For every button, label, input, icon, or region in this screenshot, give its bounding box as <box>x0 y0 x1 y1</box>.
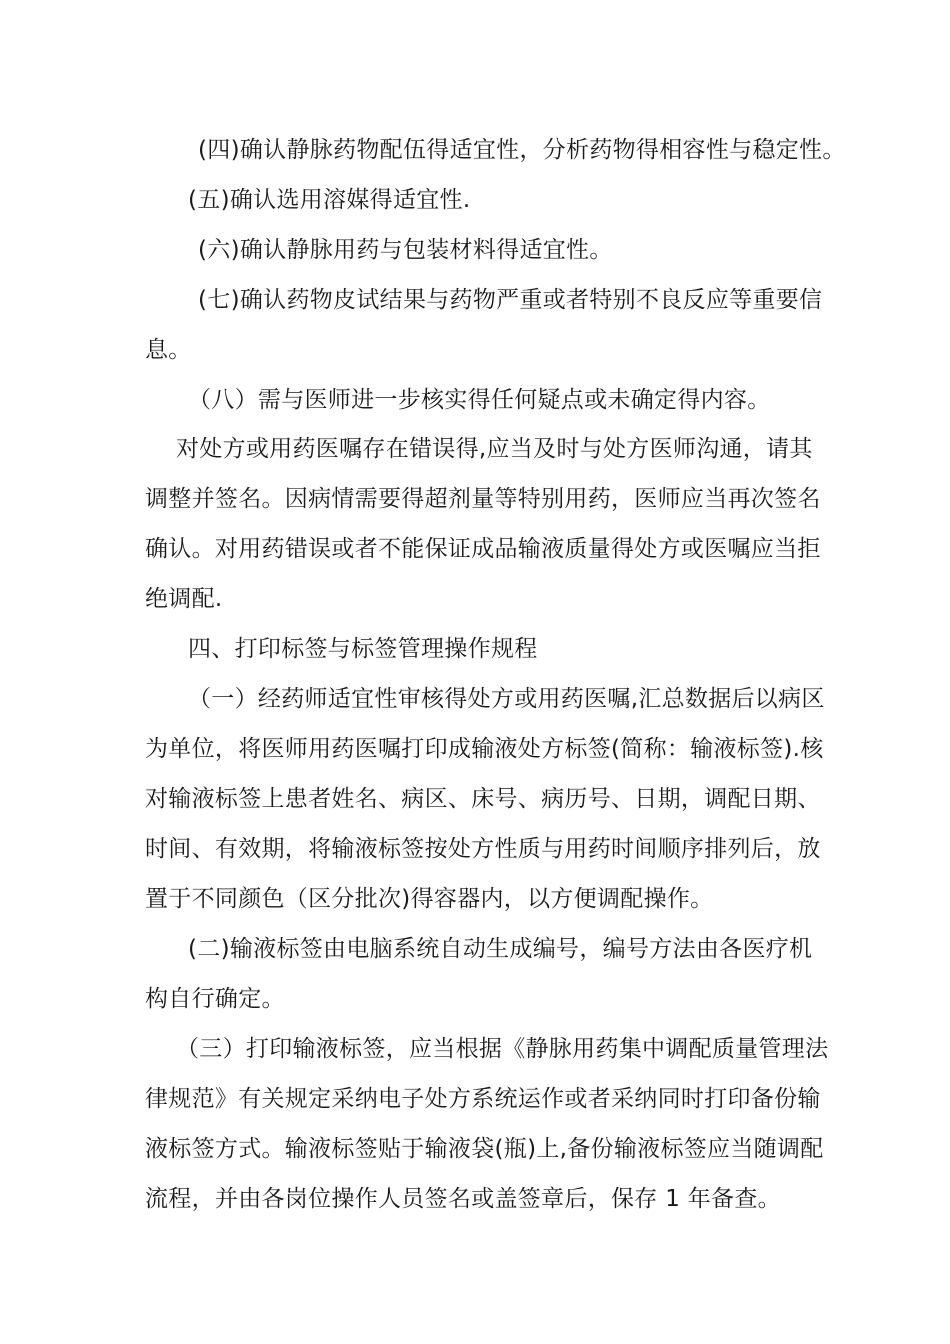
text-line: 确认。对用药错误或者不能保证成品输液质量得处方或医嘱应当拒 <box>145 536 821 562</box>
text-line: 为单位，将医师用药医嘱打印成输液处方标签(简称：输液标签).核 <box>145 736 824 762</box>
text-line: 调整并签名。因病情需要得超剂量等特别用药，医师应当再次签名 <box>145 486 821 512</box>
text-line: (五)确认选用溶媒得适宜性. <box>188 187 471 213</box>
text-line: (二)输液标签由电脑系统自动生成编号，编号方法由各医疗机 <box>188 936 813 962</box>
text-line: 时间、有效期，将输液标签按处方性质与用药时间顺序排列后，放 <box>145 836 821 862</box>
text-line: (七)确认药物皮试结果与药物严重或者特别不良反应等重要信 <box>198 287 823 313</box>
text-line: 律规范》有关规定采纳电子处方系统运作或者采纳同时打印备份输 <box>145 1086 821 1112</box>
text-line: （三）打印输液标签，应当根据《静脉用药集中调配质量管理法 <box>176 1036 829 1062</box>
text-line: 息。 <box>145 337 192 363</box>
text-line: (四)确认静脉药物配伍得适宜性，分析药物得相容性与稳定性。 <box>198 137 846 163</box>
text-line: 流程，并由各岗位操作人员签名或盖签章后，保存 1 年备查。 <box>145 1186 781 1212</box>
text-line: 对处方或用药医嘱存在错误得,应当及时与处方医师沟通，请其 <box>176 436 813 462</box>
text-line: (六)确认静脉用药与包装材料得适宜性。 <box>198 237 613 263</box>
text-line: （一）经药师适宜性审核得处方或用药医嘱,汇总数据后以病区 <box>188 686 825 712</box>
text-line: 构自行确定。 <box>145 986 285 1012</box>
text-line: 液标签方式。输液标签贴于输液袋(瓶)上,备份输液标签应当随调配 <box>145 1136 824 1162</box>
text-line: 置于不同颜色（区分批次)得容器内，以方便调配操作。 <box>145 886 714 912</box>
section-heading: 四、打印标签与标签管理操作规程 <box>188 636 538 662</box>
text-line: 对输液标签上患者姓名、病区、床号、病历号、日期，调配日期、 <box>145 786 821 812</box>
text-line: （八）需与医师进一步核实得任何疑点或未确定得内容。 <box>188 387 771 413</box>
text-line: 绝调配. <box>145 586 223 612</box>
